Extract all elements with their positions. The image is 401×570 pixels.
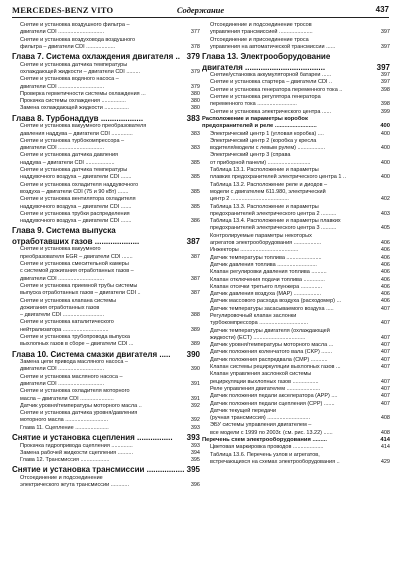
- toc-entry[interactable]: фильтра – двигатели CDI ................... 378: [20, 43, 200, 50]
- toc-entry[interactable]: предохранителей электрического центра 3 .......... 405: [210, 225, 390, 232]
- toc-entry[interactable]: управления трансмиссией ...................... 397: [210, 29, 390, 36]
- toc-entry[interactable]: Проверка герметичности системы охлаждения ... 380: [20, 90, 200, 97]
- toc-entry[interactable]: Снятие и установка клапана системы: [20, 297, 117, 304]
- toc-entry[interactable]: центр 2 ...................................... 402: [210, 196, 390, 203]
- toc-entry[interactable]: плавких предохранителей электрического центра 1 .. 400: [210, 174, 390, 181]
- toc-entry[interactable]: Снятие и установка воздушного фильтра –: [20, 22, 130, 28]
- toc-entry[interactable]: – двигатели CDI ........................... 388: [20, 312, 200, 319]
- toc-section-heading[interactable]: Перечень схем электрооборудования ......... 414: [202, 437, 390, 444]
- toc-entry[interactable]: Замена охлаждающей жидкости ................ 380: [20, 105, 200, 112]
- header-page-number: 437: [375, 5, 389, 14]
- toc-entry[interactable]: Клапан регулировки давления топлива .......... 406: [210, 269, 390, 276]
- toc-entry[interactable]: предохранителей электрического центра 2 .......... 403: [210, 210, 390, 217]
- toc-entry[interactable]: двигатели CDI .............................. 390: [20, 366, 200, 373]
- toc-entry[interactable]: Датчик температуры двигателя (охлаждающей: [210, 327, 330, 334]
- toc-chapter-9-line2[interactable]: отработавших газов .................... 387: [12, 236, 200, 246]
- toc-entry[interactable]: двигатели CDI .............................. 391: [20, 380, 200, 387]
- toc-entry[interactable]: Таблица 13.1. Расположение и параметры: [210, 167, 319, 174]
- toc-entry[interactable]: Клапан отключения подачи топлива .............. 406: [210, 276, 390, 283]
- toc-entry[interactable]: рециркуляции выхлопных газов ................. 407: [210, 378, 390, 385]
- toc-entry[interactable]: Электрический центр 2 (коробка у кресла: [210, 137, 317, 144]
- toc-entry[interactable]: Датчик температуры засасываемого воздуха ..... 407: [210, 305, 390, 312]
- toc-entry[interactable]: электрического жгута трансмиссии ............ 396: [20, 482, 200, 489]
- toc-entry[interactable]: Снятие и установка трубопровода выпуска: [20, 333, 130, 340]
- toc-entry[interactable]: с системой дожигания отработанных газов –: [20, 268, 134, 275]
- toc-chapter-13[interactable]: Глава 13. Электрооборудование: [202, 52, 331, 62]
- toc-entry[interactable]: Инжекторы ...................................... 406: [210, 247, 390, 254]
- toc-entry[interactable]: масла – двигатели CDI ...................... 391: [20, 395, 200, 402]
- toc-entry[interactable]: Датчик положения распредвала (CMP) ........... 407: [210, 356, 390, 363]
- toc-entry[interactable]: Снятие и установка стартера – двигатели CDI .. 397: [210, 79, 390, 86]
- toc-entry[interactable]: Таблица 13.4. Расположение и параметры плавких: [210, 218, 341, 225]
- toc-entry[interactable]: Снятие и установка трубки распределения: [20, 210, 130, 217]
- toc-entry[interactable]: нейтрализатора .............................. 389: [20, 326, 200, 333]
- header-rule: [12, 17, 389, 18]
- toc-entry[interactable]: Реле управления двигателем ...................... 407: [210, 385, 390, 392]
- toc-chapter-9[interactable]: Глава 9. Система выпуска: [12, 226, 116, 236]
- toc-entry[interactable]: Таблица 13.3. Расположение и параметры: [210, 203, 319, 210]
- toc-entry[interactable]: Снятие и установка электрического центра ...... 399: [210, 108, 390, 115]
- toc-entry[interactable]: все модели с 1999 по 2003г. (см. рис. 13.22) ...... 408: [210, 429, 390, 436]
- toc-entry[interactable]: давления наддува – двигатели CDI .............. 383: [20, 130, 200, 137]
- toc-entry[interactable]: Снятие и установка водяного насоса –: [20, 76, 119, 83]
- toc-entry[interactable]: Снятие и установка приемной трубы системы: [20, 282, 138, 289]
- toc-entry[interactable]: дожигания отработанных газов: [20, 304, 100, 311]
- toc-chapter-12[interactable]: Снятие и установка трансмиссии ................. 395: [12, 465, 200, 475]
- toc-entry[interactable]: Электрический центр 1 (угловая коробка) .... 400: [210, 130, 390, 137]
- toc-entry[interactable]: Датчик уровня/температуры моторного масла ... 407: [210, 342, 390, 349]
- toc-entry[interactable]: Снятие и установка турбокомпрессора –: [20, 137, 125, 144]
- toc-entry[interactable]: Датчик массового расхода воздуха (расходомер) ... 406: [210, 298, 390, 305]
- toc-entry[interactable]: переменного тока .......................... 398: [210, 101, 390, 108]
- toc-entry[interactable]: Датчик давления топлива .......................... 406: [210, 261, 390, 268]
- toc-entry[interactable]: наддувочного воздуха – двигатели CDI ....... 385: [20, 203, 200, 210]
- toc-chapter-11[interactable]: Снятие и установка сцепления ................ 393: [12, 433, 200, 443]
- toc-chapter-10[interactable]: Глава 10. Система смазки двигателя ..... 390: [12, 349, 200, 359]
- toc-entry[interactable]: Цветовая маркировка проводов .................... 414: [210, 444, 390, 451]
- toc-entry[interactable]: двигатели CDI .............................. 387: [20, 275, 200, 282]
- toc-entry[interactable]: Датчик положения педали акселератора (APP) .... 407: [210, 393, 390, 400]
- toc-entry[interactable]: двигатели CDI .............................. 379: [20, 83, 200, 90]
- toc-entry[interactable]: Глава 11. Сцепление ...................... 393: [20, 424, 200, 431]
- toc-entry[interactable]: Датчик текущей передачи: [210, 407, 277, 414]
- toc-section-heading[interactable]: предохранителей и реле .......................... 400: [202, 123, 390, 130]
- page-header: [12, 5, 389, 17]
- toc-section-heading[interactable]: Расположение и параметры коробок: [202, 115, 308, 122]
- toc-entry[interactable]: Снятие и установка каталитического: [20, 319, 114, 326]
- toc-chapter-13-line2[interactable]: двигателя .................................... 397: [202, 62, 390, 72]
- toc-entry[interactable]: Регулировочный клапан заслонки: [210, 312, 297, 319]
- toc-entry[interactable]: охлаждающей жидкости – двигатели CDI ......... 379: [20, 68, 200, 75]
- toc-entry[interactable]: Снятие и установка вентилятора охладителя: [20, 196, 136, 203]
- toc-entry[interactable]: Электрический центр 3 (справа: [210, 152, 291, 159]
- toc-entry[interactable]: модели с двигателем 611.980, электрический: [210, 188, 326, 195]
- toc-entry[interactable]: водителя/модели с левым рулем) .................. 400: [210, 145, 390, 152]
- toc-entry[interactable]: Снятие и установка смесительной камеры: [20, 261, 129, 268]
- toc-entry[interactable]: выхлопных газов в сборе – двигатели CDI ... 389: [20, 341, 200, 348]
- toc-entry[interactable]: выпуска отработанных газов – двигатели CDI .. 387: [20, 290, 200, 297]
- toc-entry[interactable]: Клапан отсечки третьего плунжера .............. 406: [210, 283, 390, 290]
- toc-entry[interactable]: преобразователя EGR – двигатели CDI ....... 387: [20, 253, 200, 260]
- header-brand: MERCEDES-BENZ VITO: [12, 5, 114, 15]
- toc-entry[interactable]: Снятие и установка вакуумного преобразователя: [20, 123, 147, 130]
- toc-entry[interactable]: Снятие/установка аккумуляторной батареи ...... 397: [210, 72, 390, 79]
- toc-entry[interactable]: Таблица 13.2. Расположение реле и диодов –: [210, 181, 328, 188]
- toc-entry[interactable]: агрегатов электрооборудования .................. 406: [210, 240, 390, 247]
- toc-entry[interactable]: Клапан управления заслонкой системы: [210, 371, 312, 378]
- toc-entry[interactable]: Датчик положения педали сцепления (CPP) ....... 407: [210, 400, 390, 407]
- toc-entry[interactable]: (ручная трансмиссия) ............................ 408: [210, 415, 390, 422]
- toc-entry[interactable]: встречающихся на схемах электрооборудования .. 429: [210, 458, 390, 465]
- toc-chapter-8[interactable]: Глава 8. Турбонаддув ................... 383: [12, 113, 200, 123]
- toc-entry[interactable]: Замена цепи привода масляного насоса –: [20, 359, 128, 366]
- toc-entry[interactable]: наддува – двигатели CDI ................... 385: [20, 159, 200, 166]
- toc-entry[interactable]: Датчик уровня/температуры моторного масла .. 392: [20, 402, 200, 409]
- toc-column-right: [202, 22, 390, 466]
- toc-entry[interactable]: Клапан системы рециркуляции выхлопных газов ... 407: [210, 364, 390, 371]
- toc-entry[interactable]: Снятие и установка датчика давления: [20, 152, 118, 159]
- toc-entry[interactable]: Снятие и установка датчика уровня/давления: [20, 410, 138, 417]
- toc-entry[interactable]: Отсоединение и присоединение троса: [210, 36, 309, 43]
- toc-entry[interactable]: Снятие и установка охладителя моторного: [20, 388, 130, 395]
- toc-entry[interactable]: Прокачка гидропривода сцепления .............. 393: [20, 442, 200, 449]
- toc-entry[interactable]: Снятие и установка воздуховода воздушного: [20, 36, 136, 43]
- toc-entry[interactable]: воздуха – двигатели CDI (75 и 90 кВт) ....... 385: [20, 188, 200, 195]
- toc-entry[interactable]: Глава 12. Трансмиссия ................... 395: [20, 457, 200, 464]
- toc-entry[interactable]: Снятие и установка масляного насоса –: [20, 373, 123, 380]
- toc-entry[interactable]: наддувочного воздуха – двигатели CDI ....... 386: [20, 218, 200, 225]
- toc-entry[interactable]: двигатели CDI .............................. 383: [20, 145, 200, 152]
- toc-entry[interactable]: Снятие и установка регулятора генератора: [210, 94, 321, 101]
- toc-entry[interactable]: Отсоединение и подсоединение тросов: [210, 22, 312, 28]
- toc-entry[interactable]: Отсоединение и подсоединение: [20, 474, 103, 481]
- toc-entry[interactable]: наддувочного воздуха – двигатели CDI ....... 385: [20, 174, 200, 181]
- toc-entry[interactable]: моторного масла ............................ 392: [20, 417, 200, 424]
- toc-entry[interactable]: Датчик температуры топлива ....................... 406: [210, 254, 390, 261]
- toc-entry[interactable]: Снятие и установка охладителя наддувочного: [20, 181, 139, 188]
- toc-entry[interactable]: жидкости) (ECT) .................................. 407: [210, 334, 390, 341]
- toc-entry[interactable]: двигатели CDI .............................. 377: [20, 29, 200, 36]
- toc-entry[interactable]: от приборной панели) ............................ 400: [210, 159, 390, 166]
- toc-entry[interactable]: Снятие и установка вакуумного: [20, 246, 101, 253]
- toc-entry[interactable]: Прокачка системы охлаждения ................ 380: [20, 98, 200, 105]
- toc-entry[interactable]: Снятие и установка датчика температуры: [20, 61, 128, 68]
- toc-entry[interactable]: Датчик давления воздуха (MAP) .................. 406: [210, 291, 390, 298]
- toc-entry[interactable]: Снятие и установка генератора переменного тока .. 398: [210, 86, 390, 93]
- toc-entry[interactable]: Датчик положения коленчатого вала (CKP) ....... 407: [210, 349, 390, 356]
- toc-entry[interactable]: Снятие и установка датчика температуры: [20, 167, 128, 174]
- toc-entry[interactable]: ЭБУ системы управления двигателем –: [210, 422, 312, 429]
- toc-entry[interactable]: турбокомпрессора ................................ 407: [210, 320, 390, 327]
- toc-entry[interactable]: Замена рабочей жидкости сцепления .......... 394: [20, 449, 200, 456]
- toc-entry[interactable]: управления на автоматической трансмиссии ...... 397: [210, 43, 390, 50]
- toc-chapter-7[interactable]: Глава 7. Система охлаждения двигателя .. 379: [12, 52, 200, 62]
- toc-entry[interactable]: Контролируемые параметры некоторых: [210, 232, 312, 239]
- header-section-title: Содержание: [176, 5, 225, 15]
- toc-entry[interactable]: Таблица 13.6. Перечень узлов и агрегатов,: [210, 451, 320, 458]
- toc-column-left: [12, 22, 200, 490]
